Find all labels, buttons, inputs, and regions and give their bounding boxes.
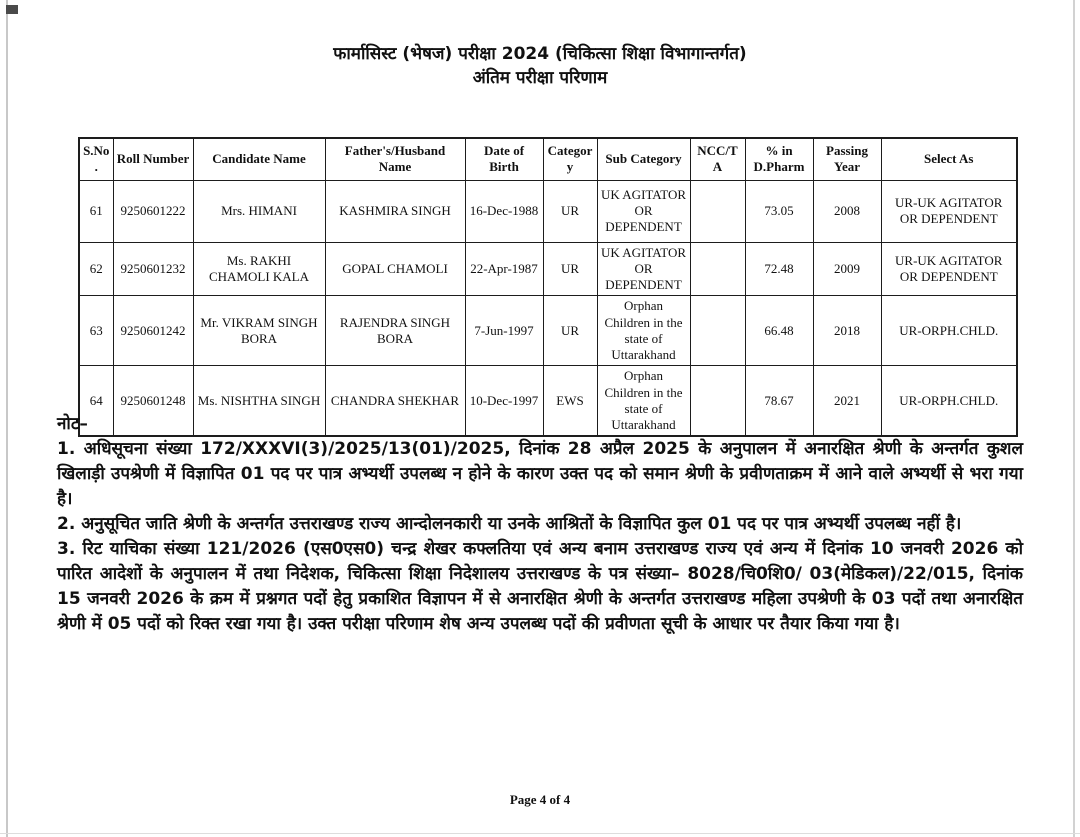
col-header-sno: S.No. bbox=[79, 138, 113, 180]
cell-father: KASHMIRA SINGH bbox=[325, 180, 465, 242]
cell-category: EWS bbox=[543, 366, 597, 437]
cell-candidate: Ms. NISHTHA SINGH bbox=[193, 366, 325, 437]
scan-edge-right bbox=[1073, 0, 1075, 837]
cell-ncc-ta bbox=[690, 242, 745, 296]
col-header-father: Father's/Husband Name bbox=[325, 138, 465, 180]
cell-sno: 61 bbox=[79, 180, 113, 242]
cell-candidate: Mr. VIKRAM SINGH BORA bbox=[193, 296, 325, 366]
table-header-row bbox=[79, 138, 1017, 180]
cell-select-as: UR-UK AGITATOR OR DEPENDENT bbox=[881, 242, 1017, 296]
cell-roll: 9250601232 bbox=[113, 242, 193, 296]
table-row bbox=[79, 242, 1017, 296]
notes-heading: नोट– bbox=[57, 414, 88, 434]
cell-percent: 78.67 bbox=[745, 366, 813, 437]
cell-roll: 9250601248 bbox=[113, 366, 193, 437]
cell-select-as: UR-UK AGITATOR OR DEPENDENT bbox=[881, 180, 1017, 242]
cell-candidate: Mrs. HIMANI bbox=[193, 180, 325, 242]
results-table bbox=[78, 137, 1018, 437]
table-row bbox=[79, 180, 1017, 242]
col-header-sub-category: Sub Category bbox=[597, 138, 690, 180]
cell-sub-category: Orphan Children in the state of Uttarakhand bbox=[597, 366, 690, 437]
cell-roll: 9250601242 bbox=[113, 296, 193, 366]
note-item-1: 1. अधिसूचना संख्या 172/XXXVI(3)/2025/13(01)/2025, दिनांक 28 अप्रैल 2025 के अनुपालन में अनारक्षित श्रेणी के अन्तर्गत कुशल खिलाड़ी उपश्रेणी में विज्ञापित 01 पद पर पात्र अभ्यर्थी उपलब्ध न होने के कारण उक्त पद को समान श्रेणी के प्रवीणताक्रम में आने वाले अभ्यर्थी से भरा गया है। bbox=[57, 439, 1023, 509]
cell-percent: 72.48 bbox=[745, 242, 813, 296]
col-header-passing-year: Passing Year bbox=[813, 138, 881, 180]
cell-category: UR bbox=[543, 296, 597, 366]
cell-sno: 62 bbox=[79, 242, 113, 296]
cell-father: GOPAL CHAMOLI bbox=[325, 242, 465, 296]
cell-sno: 63 bbox=[79, 296, 113, 366]
cell-father: CHANDRA SHEKHAR bbox=[325, 366, 465, 437]
table-row bbox=[79, 296, 1017, 366]
cell-father: RAJENDRA SINGH BORA bbox=[325, 296, 465, 366]
cell-category: UR bbox=[543, 180, 597, 242]
cell-ncc-ta bbox=[690, 180, 745, 242]
cell-passing-year: 2018 bbox=[813, 296, 881, 366]
cell-dob: 16-Dec-1988 bbox=[465, 180, 543, 242]
notes-section bbox=[57, 412, 1023, 637]
cell-sno: 64 bbox=[79, 366, 113, 437]
cell-sub-category: Orphan Children in the state of Uttarakhand bbox=[597, 296, 690, 366]
note-item-3: 3. रिट याचिका संख्या 121/2026 (एस0एस0) चन्द्र शेखर कफ्लतिया एवं अन्य बनाम उत्तराखण्ड राज्य एवं अन्य में दिनांक 10 जनवरी 2026 को पारित आदेशों के अनुपालन में तथा निदेशक, चिकित्सा शिक्षा निदेशालय उत्तराखण्ड के पत्र संख्या– 8028/चि0शि0/ 03(मेडिकल)/22/015, दिनांक 15 जनवरी 2026 के क्रम में प्रश्नगत पदों हेतु प्रकाशित विज्ञापन में से अनारक्षित श्रेणी के अन्तर्गत उत्तराखण्ड महिला उपश्रेणी के 03 पदों तथा अनारक्षित श्रेणी में 05 पदों को रिक्त रखा गया है। उक्त परीक्षा परिणाम शेष अन्य उपलब्ध पदों की प्रवीणता सूची के आधार पर तैयार किया गया है। bbox=[57, 539, 1023, 634]
cell-dob: 10-Dec-1997 bbox=[465, 366, 543, 437]
col-header-ncc-ta: NCC/TA bbox=[690, 138, 745, 180]
cell-passing-year: 2009 bbox=[813, 242, 881, 296]
col-header-dob: Date of Birth bbox=[465, 138, 543, 180]
page-footer: Page 4 of 4 bbox=[509, 792, 571, 807]
cell-candidate: Ms. RAKHI CHAMOLI KALA bbox=[193, 242, 325, 296]
cell-select-as: UR-ORPH.CHLD. bbox=[881, 296, 1017, 366]
cell-percent: 73.05 bbox=[745, 180, 813, 242]
cell-roll: 9250601222 bbox=[113, 180, 193, 242]
cell-dob: 7-Jun-1997 bbox=[465, 296, 543, 366]
scan-edge-left bbox=[6, 0, 8, 837]
title-line-2: अंतिम परीक्षा परिणाम bbox=[472, 68, 608, 88]
document-title bbox=[0, 42, 1080, 90]
cell-ncc-ta bbox=[690, 296, 745, 366]
col-header-candidate: Candidate Name bbox=[193, 138, 325, 180]
scan-artifact bbox=[6, 5, 18, 14]
cell-sub-category: UK AGITATOR OR DEPENDENT bbox=[597, 180, 690, 242]
cell-category: UR bbox=[543, 242, 597, 296]
cell-passing-year: 2021 bbox=[813, 366, 881, 437]
cell-sub-category: UK AGITATOR OR DEPENDENT bbox=[597, 242, 690, 296]
cell-percent: 66.48 bbox=[745, 296, 813, 366]
col-header-category: Category bbox=[543, 138, 597, 180]
cell-dob: 22-Apr-1987 bbox=[465, 242, 543, 296]
col-header-roll: Roll Number bbox=[113, 138, 193, 180]
cell-passing-year: 2008 bbox=[813, 180, 881, 242]
note-item-2: 2. अनुसूचित जाति श्रेणी के अन्तर्गत उत्तराखण्ड राज्य आन्दोलनकारी या उनके आश्रितों के विज्ञापित कुल 01 पद पर पात्र अभ्यर्थी उपलब्ध नहीं है। bbox=[57, 514, 962, 534]
col-header-select-as: Select As bbox=[881, 138, 1017, 180]
cell-select-as: UR-ORPH.CHLD. bbox=[881, 366, 1017, 437]
scan-edge-bottom bbox=[0, 833, 1080, 834]
title-line-1: फार्मासिस्ट (भेषज) परीक्षा 2024 (चिकित्सा शिक्षा विभागान्तर्गत) bbox=[333, 44, 747, 64]
col-header-percent: % in D.Pharm bbox=[745, 138, 813, 180]
